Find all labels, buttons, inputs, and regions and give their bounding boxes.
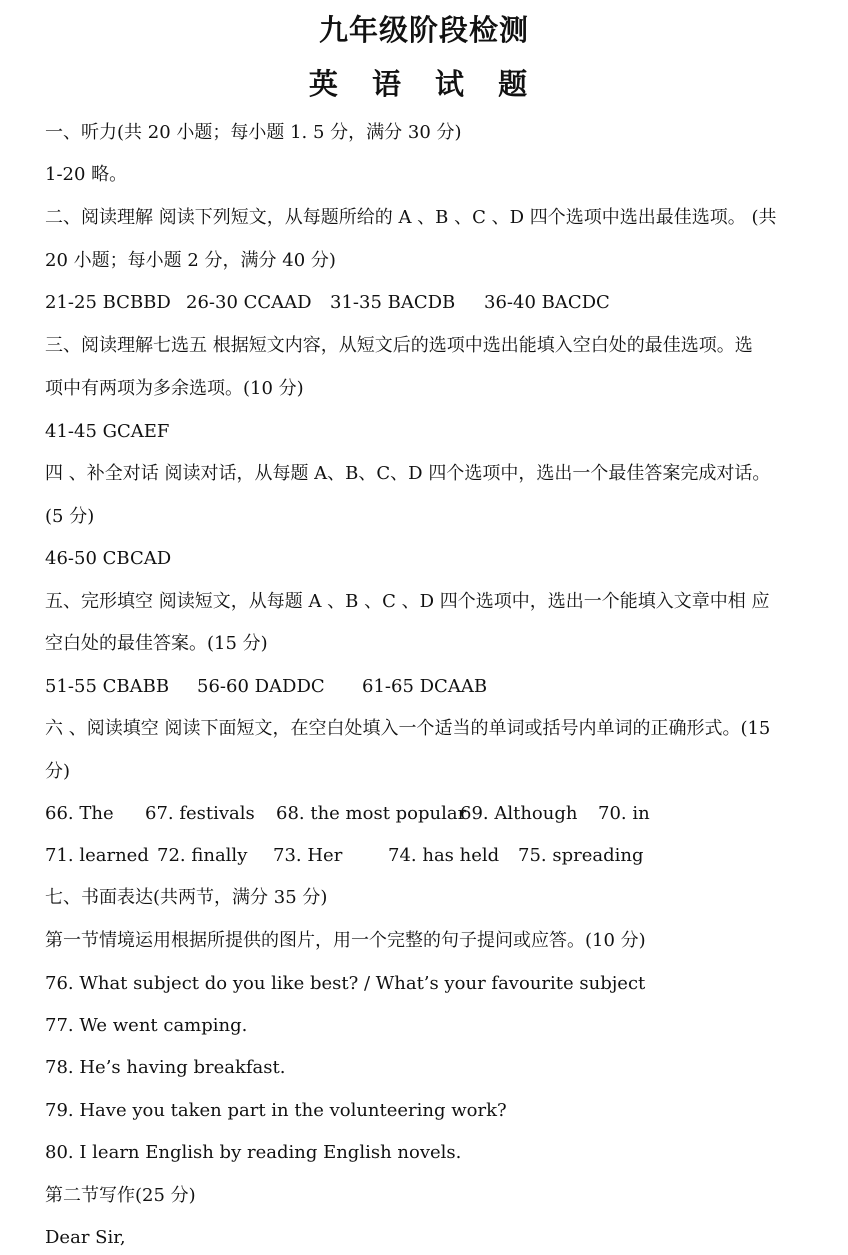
section-1-answer: 1-20 略。 (45, 164, 128, 185)
answer-item: 72. finally (157, 845, 248, 866)
answer-group: 21-25 BCBBD (45, 292, 171, 313)
answer-group: 56-60 DADDC (197, 676, 325, 697)
section-5-heading-line-2: 空白处的最佳答案。(15 分) (45, 633, 268, 654)
answer-item: 74. has held (388, 845, 500, 866)
answer-group: 51-55 CBABB (45, 676, 170, 697)
section-7-heading: 七、书面表达(共两节，满分 35 分) (45, 887, 328, 908)
section-4-heading-line-2: (5 分) (45, 506, 95, 527)
section-5-heading-line-1: 五、完形填空 阅读短文，从每题 A 、B 、C 、D 四个选项中，选出一个能填入文章中相 应 (45, 591, 770, 612)
section-4-heading-line-1: 四 、补全对话 阅读对话，从每题 A、B、C、D 四个选项中，选出一个最佳答案完成对话。 (45, 463, 771, 484)
section-6-heading-line-2: 分) (45, 761, 71, 782)
answer-group: 26-30 CCAAD (186, 292, 312, 313)
answer-item: 67. festivals (145, 803, 255, 824)
section-4-answer: 46-50 CBCAD (45, 548, 172, 569)
section-1-heading: 一、听力(共 20 小题；每小题 1. 5 分，满分 30 分) (45, 122, 462, 143)
answer-line: 76. What subject do you like best? / What’s your favourite subject (45, 973, 646, 994)
section-3-heading-line-1: 三、阅读理解七选五 根据短文内容，从短文后的选项中选出能填入空白处的最佳选项。选 (45, 335, 753, 356)
answer-group: 61-65 DCAAB (362, 676, 488, 697)
answer-item: 75. spreading (518, 845, 644, 866)
answer-group: 31-35 BACDB (330, 292, 456, 313)
section-6-answers-row-1 (45, 802, 650, 826)
answer-item: 66. The (45, 803, 114, 824)
answer-line: 78. He’s having breakfast. (45, 1057, 286, 1078)
answer-item: 70. in (598, 803, 650, 824)
answer-line: 79. Have you taken part in the volunteering work? (45, 1100, 507, 1121)
answer-item: 69. Although (460, 803, 578, 824)
section-3-heading-line-2: 项中有两项为多余选项。(10 分) (45, 378, 304, 399)
section-5-answers (45, 675, 487, 699)
letter-salutation: Dear Sir, (45, 1227, 126, 1248)
section-2-heading-line-2: 20 小题；每小题 2 分，满分 40 分) (45, 250, 336, 271)
page-title: 九年级阶段检测 (318, 13, 529, 47)
section-2-answers (45, 291, 610, 315)
answer-group: 36-40 BACDC (484, 292, 610, 313)
section-2-heading-line-1: 二、阅读理解 阅读下列短文，从每题所给的 A 、B 、C 、D 四个选项中选出最佳选项。 (共 (45, 207, 777, 228)
answer-item: 73. Her (273, 845, 343, 866)
section-6-heading-line-1: 六 、阅读填空 阅读下面短文，在空白处填入一个适当的单词或括号内单词的正确形式。(15 (45, 718, 771, 739)
page-subtitle: 英 语 试 题 (308, 67, 540, 101)
section-6-answers-row-2 (45, 844, 644, 868)
section-3-answer: 41-45 GCAEF (45, 421, 170, 442)
section-7-part-1-heading: 第一节情境运用根据所提供的图片，用一个完整的句子提问或应答。(10 分) (45, 930, 646, 951)
answer-item: 71. learned (45, 845, 149, 866)
answer-line: 77. We went camping. (45, 1015, 248, 1036)
section-7-part-2-heading: 第二节写作(25 分) (45, 1185, 196, 1206)
answer-item: 68. the most popular (276, 803, 467, 824)
answer-line: 80. I learn English by reading English novels. (45, 1142, 462, 1163)
